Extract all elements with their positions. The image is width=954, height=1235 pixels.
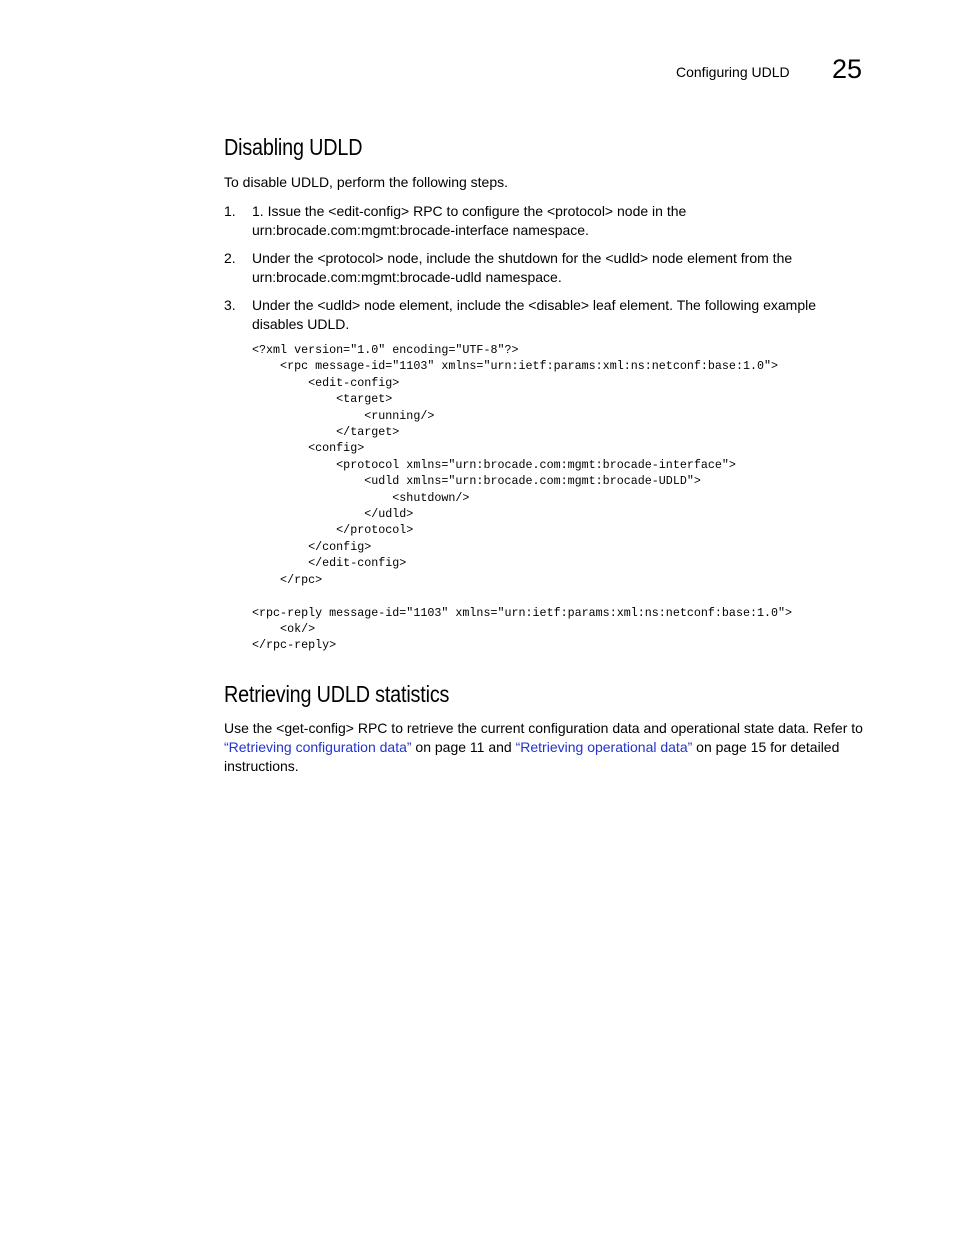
link-retrieving-configuration-data[interactable]: “Retrieving configuration data” (224, 739, 412, 755)
heading-retrieving-udld-statistics: Retrieving UDLD statistics (224, 681, 450, 707)
retrieving-paragraph (224, 719, 874, 776)
intro-text: To disable UDLD, perform the following steps. (224, 174, 509, 190)
link-retrieving-operational-data[interactable]: “Retrieving operational data” (515, 739, 693, 755)
para-text: on page 11 and (411, 739, 516, 755)
para-text: on page 15 for detailed instructions. (224, 739, 840, 774)
list-item (224, 202, 864, 240)
chapter-number: 25 (832, 54, 863, 84)
list-item (224, 249, 864, 287)
running-header: Configuring UDLD (676, 64, 790, 80)
step-text: Under the <protocol> node, include the shutdown for the <udld> node element from the urn:brocade.com:mgmt:brocade-udld namespace. (252, 250, 793, 285)
para-text: Use the <get-config> RPC to retrieve the current configuration data and operational state data. Refer to (224, 720, 863, 736)
xml-code-example: <?xml version="1.0" encoding="UTF-8"?> <rpc message-id="1103" xmlns="urn:ietf:params:xml:ns:netconf:base:1.0"> <edit-config> <target> <running/> </target> <config> <protocol xmlns="urn:brocade.com:mgmt:brocade-interface"> <udld xmlns="urn:brocade.com:mgmt:brocade-UDLD"> <shutdown/> </udld> </protocol> </config> </edit-config> </rpc> <rpc-reply message-id="1103" xmlns="urn:ietf:params:xml:ns:netconf:base:1.0"> <ok/> </rpc-reply> (252, 343, 793, 653)
step-number: 1. (224, 203, 236, 219)
steps-list (224, 202, 864, 343)
step-text: Under the <udld> node element, include the <disable> leaf element. The following example disables UDLD. (252, 297, 817, 332)
step-number: 2. (224, 250, 236, 266)
step-number: 3. (224, 297, 236, 313)
list-item (224, 296, 864, 334)
step-text: 1. Issue the <edit-config> RPC to configure the <protocol> node in the urn:brocade.com:mgmt:brocade-interface namespace. (252, 203, 687, 238)
heading-disabling-udld: Disabling UDLD (224, 134, 363, 160)
